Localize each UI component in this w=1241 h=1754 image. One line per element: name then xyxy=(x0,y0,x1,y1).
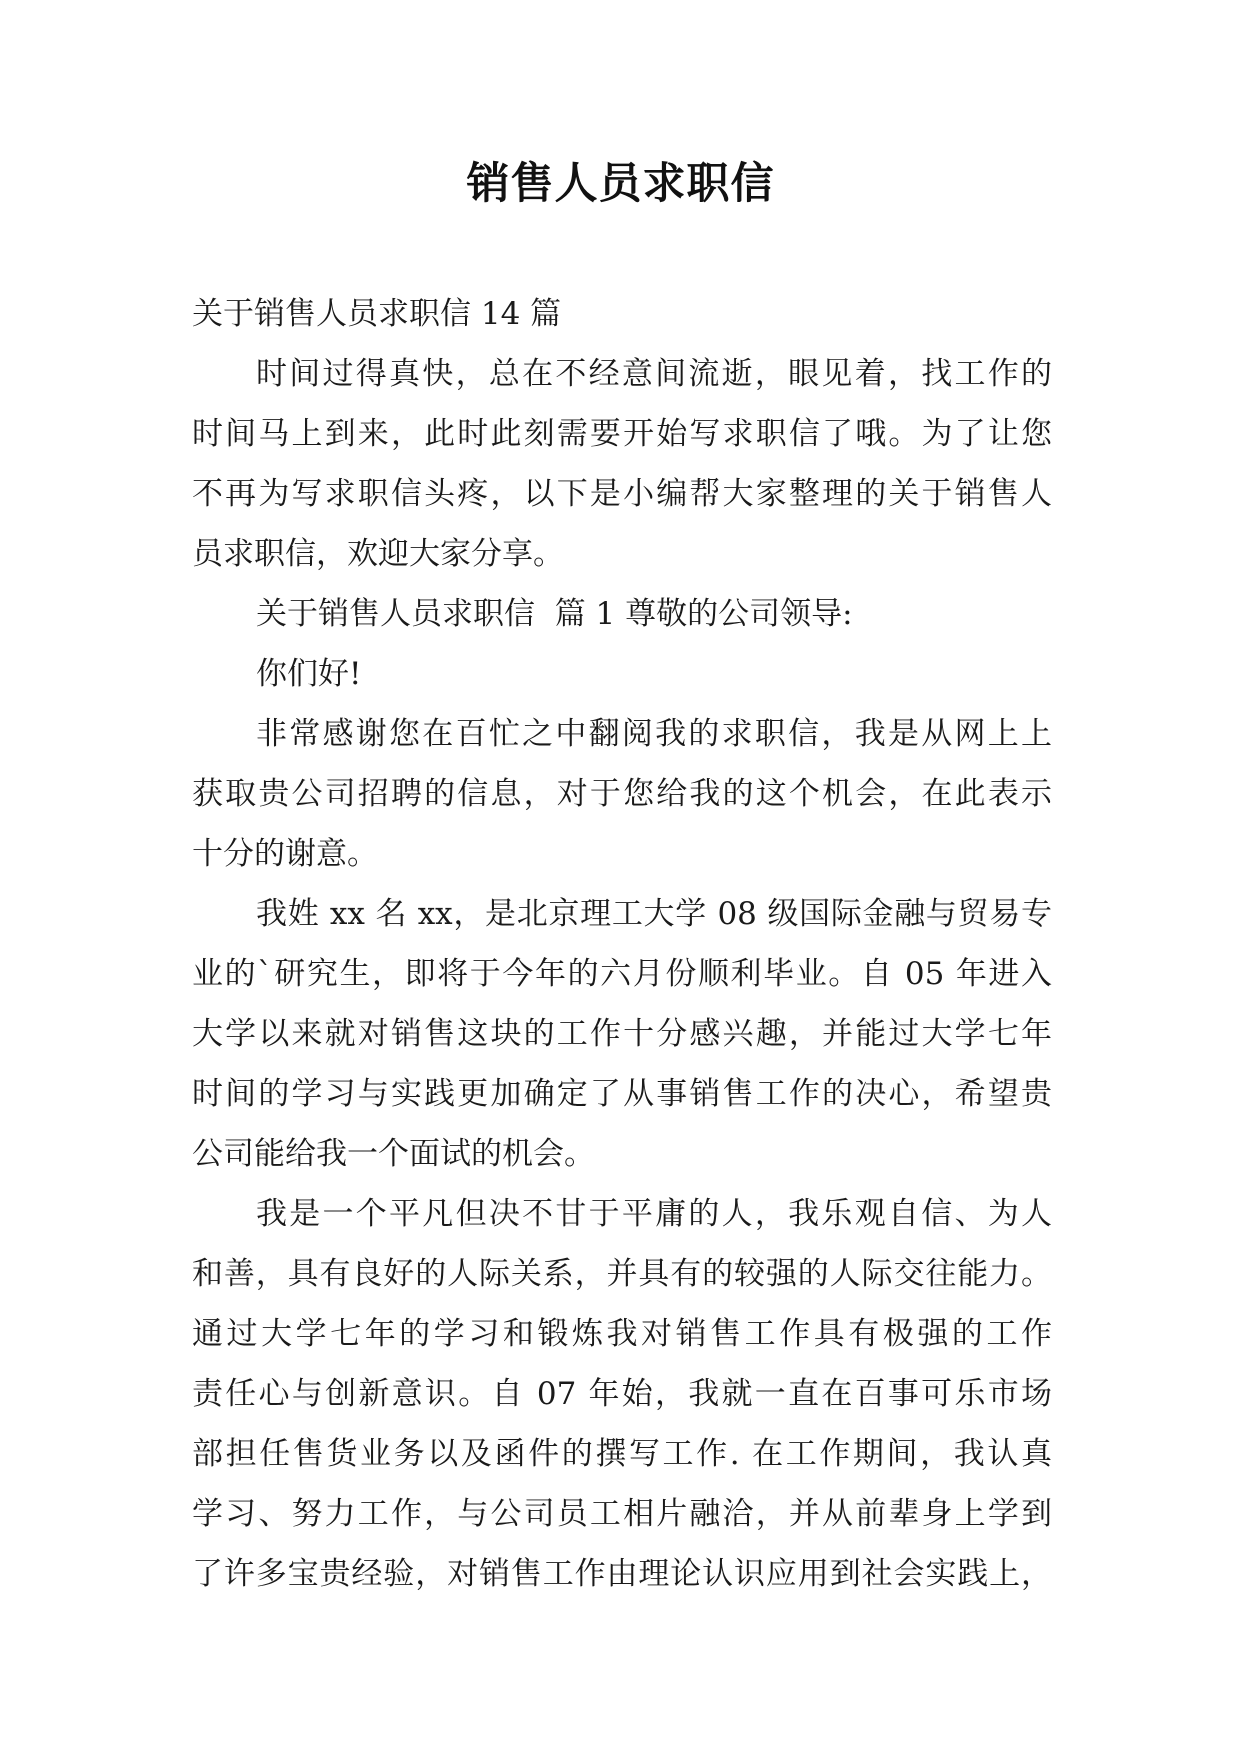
document-subtitle: 关于销售人员求职信 14 篇 xyxy=(192,296,562,332)
paragraph-line: 了许多宝贵经验，对销售工作由理论认识应用到社会实践上， xyxy=(192,1556,1052,1592)
paragraph-line: 和善，具有良好的人际关系，并具有的较强的人际交往能力。 xyxy=(192,1256,1052,1292)
paragraph-line: 大学以来就对销售这块的工作十分感兴趣，并能过大学七年 xyxy=(192,1016,1052,1052)
paragraph-line: 时间的学习与实践更加确定了从事销售工作的决心，希望贵 xyxy=(192,1076,1052,1112)
paragraph-greeting xyxy=(192,644,1052,704)
paragraph-line: 学习、努力工作，与公司员工相片融洽，并从前辈身上学到 xyxy=(192,1496,1052,1532)
paragraph-line: 责任心与创新意识。自 07 年始，我就一直在百事可乐市场 xyxy=(192,1376,1052,1412)
paragraph-line: 不再为写求职信头疼，以下是小编帮大家整理的关于销售人 xyxy=(192,476,1052,512)
paragraph-line: 公司能给我一个面试的机会。 xyxy=(192,1136,595,1172)
document-title: 销售人员求职信 xyxy=(466,159,775,209)
paragraph-section-heading xyxy=(192,584,1052,644)
paragraph-line: 员求职信，欢迎大家分享。 xyxy=(192,536,564,572)
paragraph-intro xyxy=(192,344,1052,584)
paragraph-line: 我姓 xx 名 xx，是北京理工大学 08 级国际金融与贸易专 xyxy=(256,896,1052,932)
paragraph-self-introduction xyxy=(192,884,1052,1184)
paragraph-personal-qualities xyxy=(192,1184,1052,1604)
paragraph-line: 时间过得真快，总在不经意间流逝，眼见着，找工作的 xyxy=(256,356,1052,392)
paragraph-thanks xyxy=(192,704,1052,884)
document-body xyxy=(192,284,1052,1604)
paragraph-line: 部担任售货业务以及函件的撰写工作. 在工作期间，我认真 xyxy=(192,1436,1052,1472)
paragraph-line: 时间马上到来，此时此刻需要开始写求职信了哦。为了让您 xyxy=(192,416,1052,452)
paragraph-line: 关于销售人员求职信 篇 1 尊敬的公司领导: xyxy=(256,596,853,632)
paragraph-line: 我是一个平凡但决不甘于平庸的人，我乐观自信、为人 xyxy=(256,1196,1052,1232)
paragraph-line: 你们好! xyxy=(256,656,362,692)
paragraph-line: 十分的谢意。 xyxy=(192,836,378,872)
paragraph-line: 获取贵公司招聘的信息，对于您给我的这个机会，在此表示 xyxy=(192,776,1052,812)
paragraph-line: 业的`研究生，即将于今年的六月份顺利毕业。自 05 年进入 xyxy=(192,956,1052,992)
paragraph-line: 非常感谢您在百忙之中翻阅我的求职信，我是从网上上 xyxy=(256,716,1052,752)
paragraph-line: 通过大学七年的学习和锻炼我对销售工作具有极强的工作 xyxy=(192,1316,1052,1352)
